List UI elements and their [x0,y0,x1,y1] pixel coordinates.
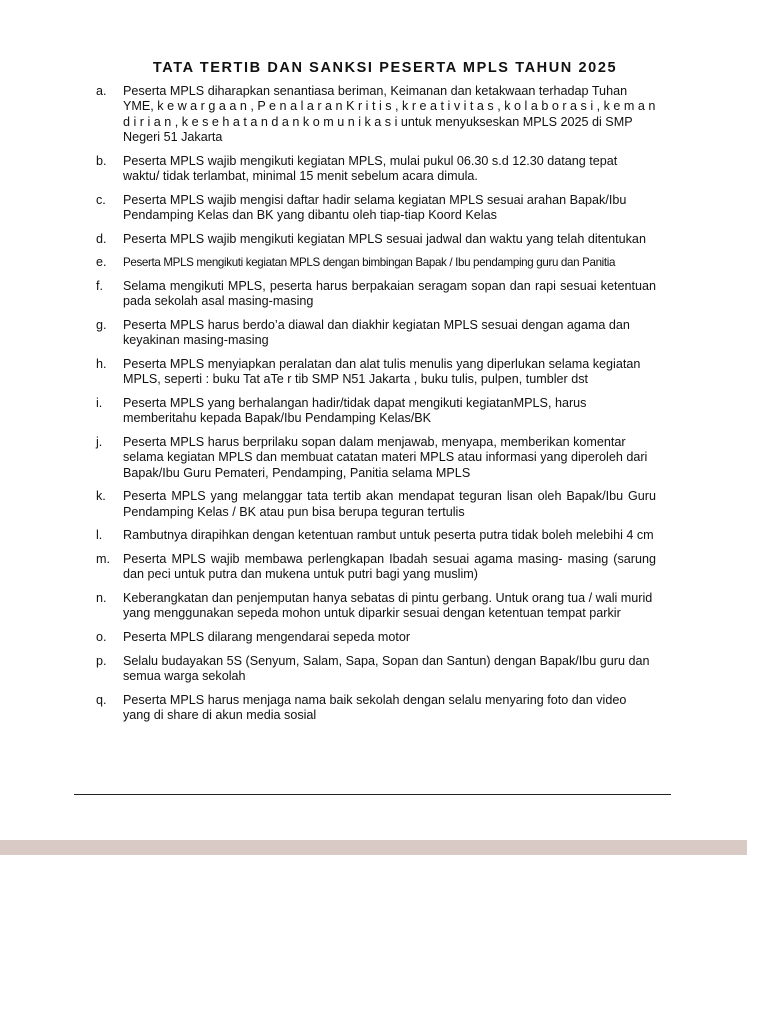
rule-text: Peserta MPLS yang melanggar tata tertib akan mendapat teguran lisan oleh Bapak/Ibu Guru Pendamping Kelas / BK atau pun bisa berupa teguran tertulis [123,489,656,519]
rule-item-b [96,154,656,185]
rule-text: Peserta MPLS harus menjaga nama baik sekolah dengan selalu menyaring foto dan video yang di share di akun media sosial [123,692,627,722]
rule-text: Peserta MPLS wajib mengisi daftar hadir selama kegiatan MPLS sesuai arahan Bapak/Ibu Pendamping Kelas dan BK yang dibantu oleh tiap-tiap Koord Kelas [123,192,627,223]
rule-text: Peserta MPLS yang berhalangan hadir/tidak dapat mengikuti kegiatanMPLS, harus memberitahu kepada Bapak/Ibu Pendamping Kelas/BK [123,396,587,426]
rule-item-q [96,693,656,724]
rule-item-e [96,255,656,270]
rule-item-i [96,396,656,427]
rule-item-m [96,552,656,583]
rules-list [96,84,656,732]
page-bottom-band [0,840,747,855]
document-title: TATA TERTIB DAN SANKSI PESERTA MPLS TAHUN 2025 [152,60,618,76]
rule-text: Peserta MPLS diharapkan senantiasa beriman, Keimanan dan ketakwaan terhadap Tuhan YME, k e w a r g a a n , P e n a l a r a n K r i t i s , k r e a t i v i t a s , k o l a b o r a s i , k e m a n d i r i a n , k e s e h a t a n d a n k o m u n i k a s i untuk menyukseskan MPLS 2025 di SMP Negeri 51 Jakarta [123,84,656,145]
rule-letter: b. [96,153,107,168]
rule-item-l [96,528,656,543]
rule-letter: q. [96,692,107,707]
rule-item-o [96,630,656,645]
rule-text: Peserta MPLS harus berprilaku sopan dalam menjawab, menyapa, memberikan komentar selama kegiatan MPLS dan membuat catatan materi MPLS atau informasi yang diperoleh dari Bapak/Ibu Guru Pemateri, Pendamping, Panitia selama MPLS [123,435,648,480]
rule-item-k [96,489,656,520]
rule-letter: c. [96,192,106,207]
rule-item-j [96,435,656,481]
rule-text: Rambutnya dirapihkan dengan ketentuan rambut untuk peserta putra tidak boleh melebihi 4 cm [123,528,654,543]
rule-letter: e. [96,255,107,270]
rule-letter: o. [96,630,107,644]
rule-item-d [96,232,656,247]
rule-letter: m. [96,552,110,566]
rule-letter: f. [96,279,103,293]
rule-text: Keberangkatan dan penjemputan hanya sebatas di pintu gerbang. Untuk orang tua / wali murid yang menggunakan sepeda mohon untuk diparkir sesuai dengan ketentuan tempat parkir [123,591,653,621]
rule-letter: l. [96,528,103,543]
rule-text: Peserta MPLS wajib mengikuti kegiatan MPLS, mulai pukul 06.30 s.d 12.30 datang tepat waktu/ tidak terlambat, minimal 15 menit sebelum acara dimula. [123,153,618,184]
rule-letter: a. [96,84,107,98]
rule-letter: k. [96,489,106,504]
rule-letter: n. [96,591,107,605]
rule-text: Peserta MPLS menyiapkan peralatan dan alat tulis menulis yang diperlukan selama kegiatan MPLS, seperti : buku Tat aTe r tib SMP N51 Jakarta , buku tulis, pulpen, tumbler dst [123,357,641,387]
rule-letter: i. [96,396,103,410]
rule-letter: d. [96,231,107,246]
rule-item-h [96,357,656,388]
footer-divider [74,794,671,795]
rule-text: Selama mengikuti MPLS, peserta harus berpakaian seragam sopan dan rapi sesuai ketentuan pada sekolah asal masing-masing [123,279,656,309]
rule-text: Selalu budayakan 5S (Senyum, Salam, Sapa, Sopan dan Santun) dengan Bapak/Ibu guru dan semua warga sekolah [123,653,650,683]
rule-text: Peserta MPLS wajib membawa perlengkapan Ibadah sesuai agama masing- masing (sarung dan peci untuk putra dan mukena untuk putri bagi yang muslim) [123,552,656,582]
rule-item-n [96,591,656,622]
rule-letter: g. [96,318,107,332]
rule-text: Peserta MPLS mengikuti kegiatan MPLS dengan bimbingan Bapak / Ibu pendamping guru dan Panitia [123,256,616,270]
rule-text: Peserta MPLS harus berdo’a diawal dan diakhir kegiatan MPLS sesuai dengan agama dan keyakinan masing-masing [123,318,630,348]
rule-text: Peserta MPLS wajib mengikuti kegiatan MPLS sesuai jadwal dan waktu yang telah ditentukan [123,231,646,246]
rule-item-p [96,654,656,685]
rule-letter: j. [96,435,103,449]
rule-item-c [96,193,656,224]
rule-text: Peserta MPLS dilarang mengendarai sepeda motor [123,630,411,644]
rule-item-f [96,279,656,310]
rule-letter: h. [96,357,107,371]
rule-item-a [96,84,656,146]
rule-item-g [96,318,656,349]
rule-letter: p. [96,653,107,668]
